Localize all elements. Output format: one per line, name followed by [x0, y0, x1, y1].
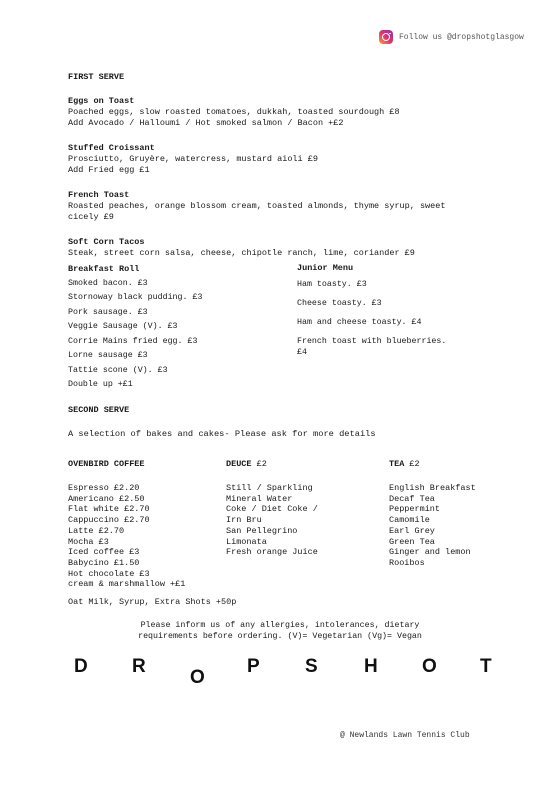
logo-letter: O	[190, 667, 205, 688]
dish-description: Roasted peaches, orange blossom cream, toasted almonds, thyme syrup, sweet	[68, 201, 446, 211]
list-item: cream & marshmallow +£1	[68, 579, 186, 590]
list-item: Rooibos	[389, 557, 425, 568]
dish-description: Steak, street corn salsa, cheese, chipotle ranch, lime, coriander £9	[68, 248, 415, 258]
list-item: Fresh orange Juice	[226, 547, 318, 558]
list-item: English Breakfast	[389, 483, 476, 493]
club-credit: @ Newlands Lawn Tennis Club	[340, 731, 470, 740]
deuce-price: £2	[256, 459, 267, 469]
list-item: Mocha £3	[68, 536, 109, 547]
coffee-section	[68, 459, 218, 590]
list-item: Americano £2.50	[68, 493, 145, 504]
list-item: Limonata	[226, 536, 267, 547]
list-item: French toast with blueberries.	[297, 337, 447, 346]
list-item: Green Tea	[389, 536, 435, 547]
logo-letter: O	[422, 656, 437, 677]
dish-description: cicely £9	[68, 212, 114, 222]
tea-title: TEA £2	[389, 459, 420, 469]
list-item: Veggie Sausage (V). £3	[68, 322, 178, 331]
extras-note: Oat Milk, Syrup, Extra Shots +50p	[68, 597, 237, 607]
dish-addon: Add Fried egg £1	[68, 165, 150, 175]
logo-letter: S	[305, 656, 318, 677]
list-item: Cheese toasty. £3	[297, 299, 382, 308]
list-item: Flat white £2.70	[68, 504, 150, 515]
dish-soft-corn-tacos	[68, 237, 478, 259]
deuce-section	[226, 459, 376, 558]
list-item: Still / Sparkling	[226, 483, 313, 493]
second-serve-heading: SECOND SERVE	[68, 405, 130, 415]
list-item: Double up +£1	[68, 380, 133, 389]
logo-letter: P	[247, 656, 260, 677]
dish-title: French Toast	[68, 190, 130, 200]
dish-stuffed-croissant	[68, 143, 478, 176]
list-item: Peppermint	[389, 504, 441, 515]
list-item: Ham and cheese toasty. £4	[297, 318, 422, 327]
list-item: Coke / Diet Coke /	[226, 504, 318, 515]
list-item: Ginger and lemon	[389, 547, 471, 558]
list-item: Pork sausage. £3	[68, 307, 148, 317]
junior-menu-title: Junior Menu	[297, 263, 354, 273]
list-item: Decaf Tea	[389, 493, 435, 504]
list-item: Tattie scone (V). £3	[68, 365, 168, 375]
list-item: Corrie Mains fried egg. £3	[68, 336, 198, 346]
list-item: Mineral Water	[226, 493, 293, 504]
logo-letter: T	[480, 656, 492, 677]
breakfast-roll-title: Breakfast Roll	[68, 264, 140, 274]
dish-title: Soft Corn Tacos	[68, 237, 145, 247]
dish-title: Eggs on Toast	[68, 96, 135, 106]
dish-french-toast	[68, 190, 478, 223]
second-serve-description: A selection of bakes and cakes- Please ask for more details	[68, 429, 376, 439]
follow-text: Follow us @dropshotglasgow	[399, 32, 524, 42]
first-serve-section	[68, 72, 478, 259]
list-item: Espresso £2.20	[68, 483, 140, 493]
dropshot-logo	[66, 652, 498, 692]
breakfast-roll-section	[68, 262, 268, 393]
dish-eggs-on-toast	[68, 96, 478, 129]
coffee-title: OVENBIRD COFFEE	[68, 459, 145, 469]
dish-title: Stuffed Croissant	[68, 143, 155, 153]
allergy-notice-line: Please inform us of any allergies, intolerances, dietary	[140, 621, 420, 630]
list-item: Smoked bacon. £3	[68, 278, 148, 288]
allergy-notice-line: requirements before ordering. (V)= Vegetarian (Vg)= Vegan	[138, 631, 422, 641]
list-item: Babycino £1.50	[68, 557, 140, 568]
list-item: Latte £2.70	[68, 525, 125, 536]
instagram-follow[interactable]	[379, 30, 524, 44]
list-item: Earl Grey	[389, 525, 435, 536]
list-item: Cappuccino £2.70	[68, 515, 150, 526]
dish-addon: Add Avocado / Halloumi / Hot smoked salmon / Bacon +£2	[68, 118, 344, 128]
instagram-icon	[379, 30, 393, 44]
logo-letter: R	[132, 656, 146, 677]
dish-description: Poached eggs, slow roasted tomatoes, dukkah, toasted sourdough £8	[68, 107, 400, 117]
tea-section	[389, 459, 539, 569]
list-item: Iced coffee £3	[68, 547, 140, 558]
list-item: Camomile	[389, 515, 430, 526]
logo-letter: H	[364, 656, 378, 677]
list-item: Irn Bru	[226, 515, 262, 526]
allergy-notice	[80, 621, 480, 642]
list-item: Stornoway black pudding. £3	[68, 293, 203, 302]
list-item: Ham toasty. £3	[297, 280, 367, 289]
list-item: Hot chocolate £3	[68, 568, 150, 579]
dish-description: Prosciutto, Gruyère, watercress, mustard aioli £9	[68, 154, 318, 164]
first-serve-heading: FIRST SERVE	[68, 72, 125, 82]
list-item: San Pellegrino	[226, 525, 298, 536]
logo-letter: D	[74, 656, 88, 677]
tea-price: £2	[409, 459, 420, 469]
list-item: Lorne sausage £3	[68, 351, 148, 360]
junior-menu-section	[297, 263, 477, 366]
second-serve-section	[68, 405, 478, 439]
list-item-price: £4	[297, 348, 307, 357]
deuce-title: DEUCE £2	[226, 459, 267, 469]
